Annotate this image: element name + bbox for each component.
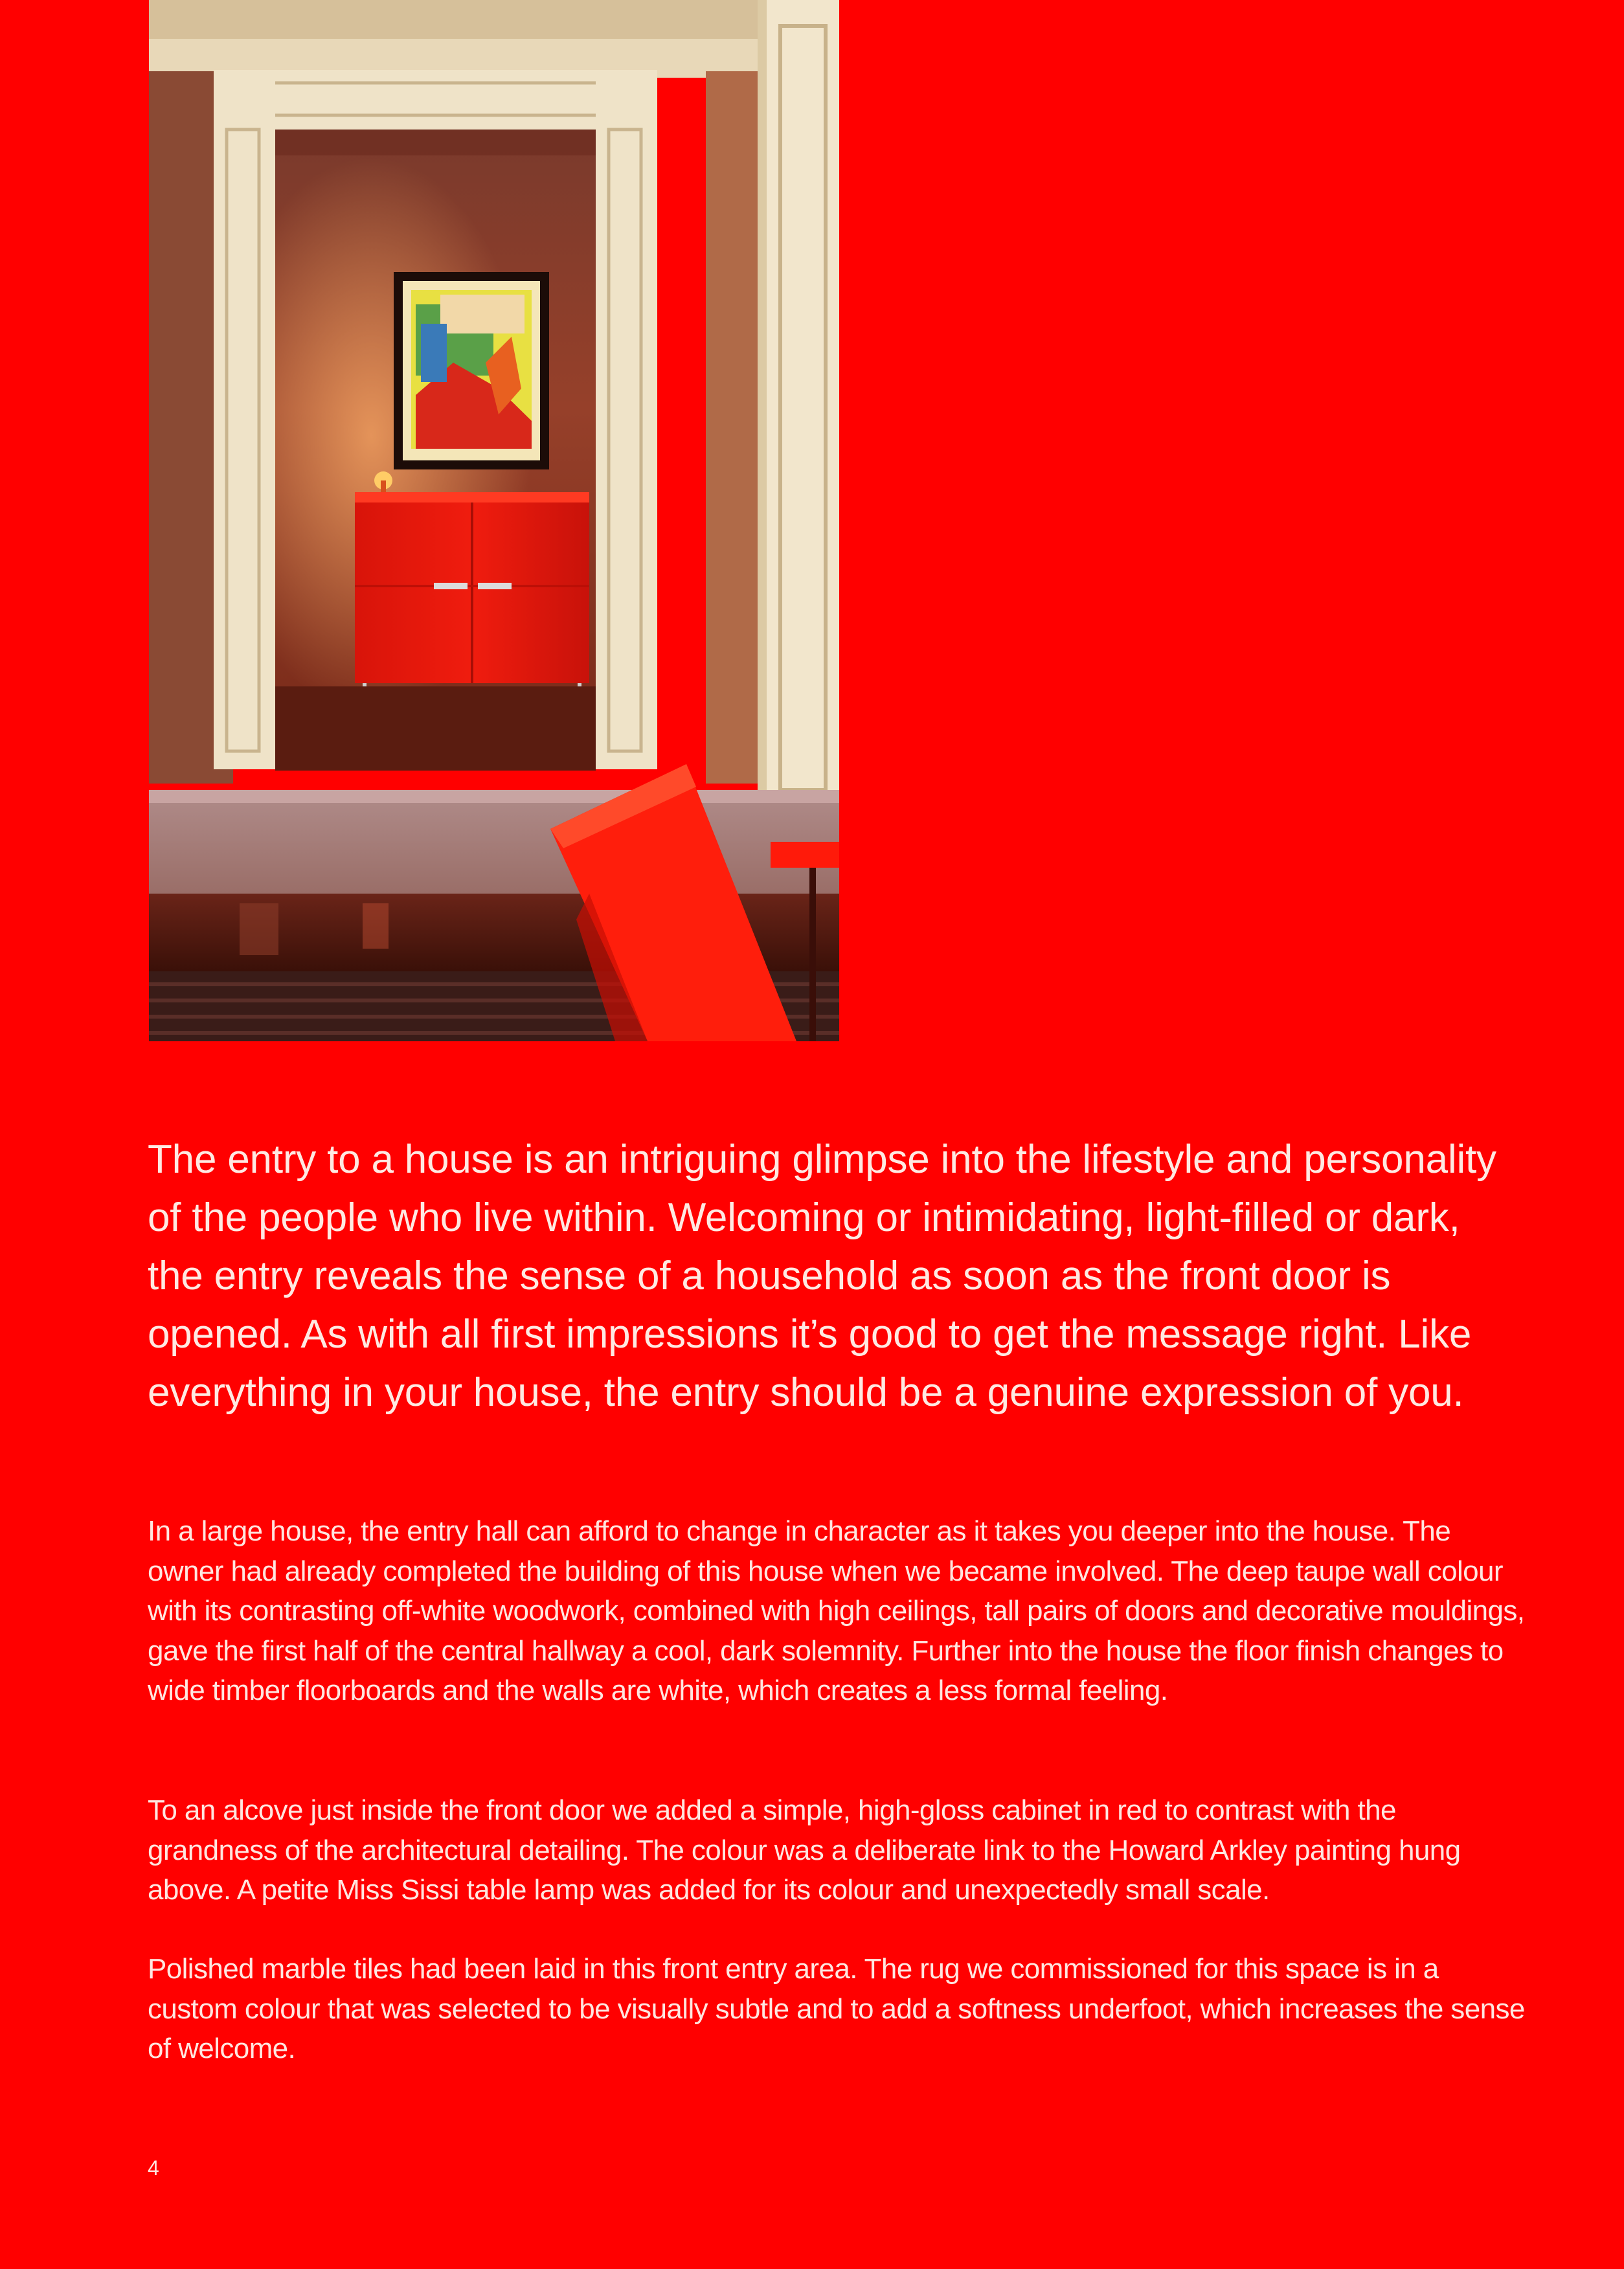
body-paragraph-1: In a large house, the entry hall can afford to change in character as it takes you deeper into the house. The owner had already completed the building of this house when we became involved. The deep taupe wall colour with its contrasting off-white woodwork, combined with high ceilings, tall pairs of doors and decorative mouldings, gave the first half of the central hallway a cool, dark solemnity. Further into the house the floor finish changes to wide timber floorboards and the walls are white, which creates a less formal feeling.	[148, 1515, 1525, 1706]
intro-paragraph: The entry to a house is an intriguing glimpse into the lifestyle and personality of the people who live within. Welcoming or intimidating, light-filled or dark, the entry reveals the sense of a household as soon as the front door is opened. As with all first impressions it’s good to get the message right. Like everything in your house, the entry should be a genuine expression of you.	[148, 1137, 1496, 1415]
body-paragraph-2: To an alcove just inside the front door we added a simple, high-gloss cabinet in red to contrast with the grandness of the architectural detailing. The colour was a deliberate link to the Howard Arkley painting hung above. A petite Miss Sissi table lamp was added for its colour and unexpectedly small scale.	[148, 1794, 1461, 1906]
entry-hall-photo	[149, 0, 839, 1041]
page-number: 4	[148, 2156, 159, 2180]
body-paragraph-3: Polished marble tiles had been laid in this front entry area. The rug we commissioned for this space is in a custom colour that was selected to be visually subtle and to add a softness underfoot, which increases the sense of welcome.	[148, 1953, 1525, 2064]
